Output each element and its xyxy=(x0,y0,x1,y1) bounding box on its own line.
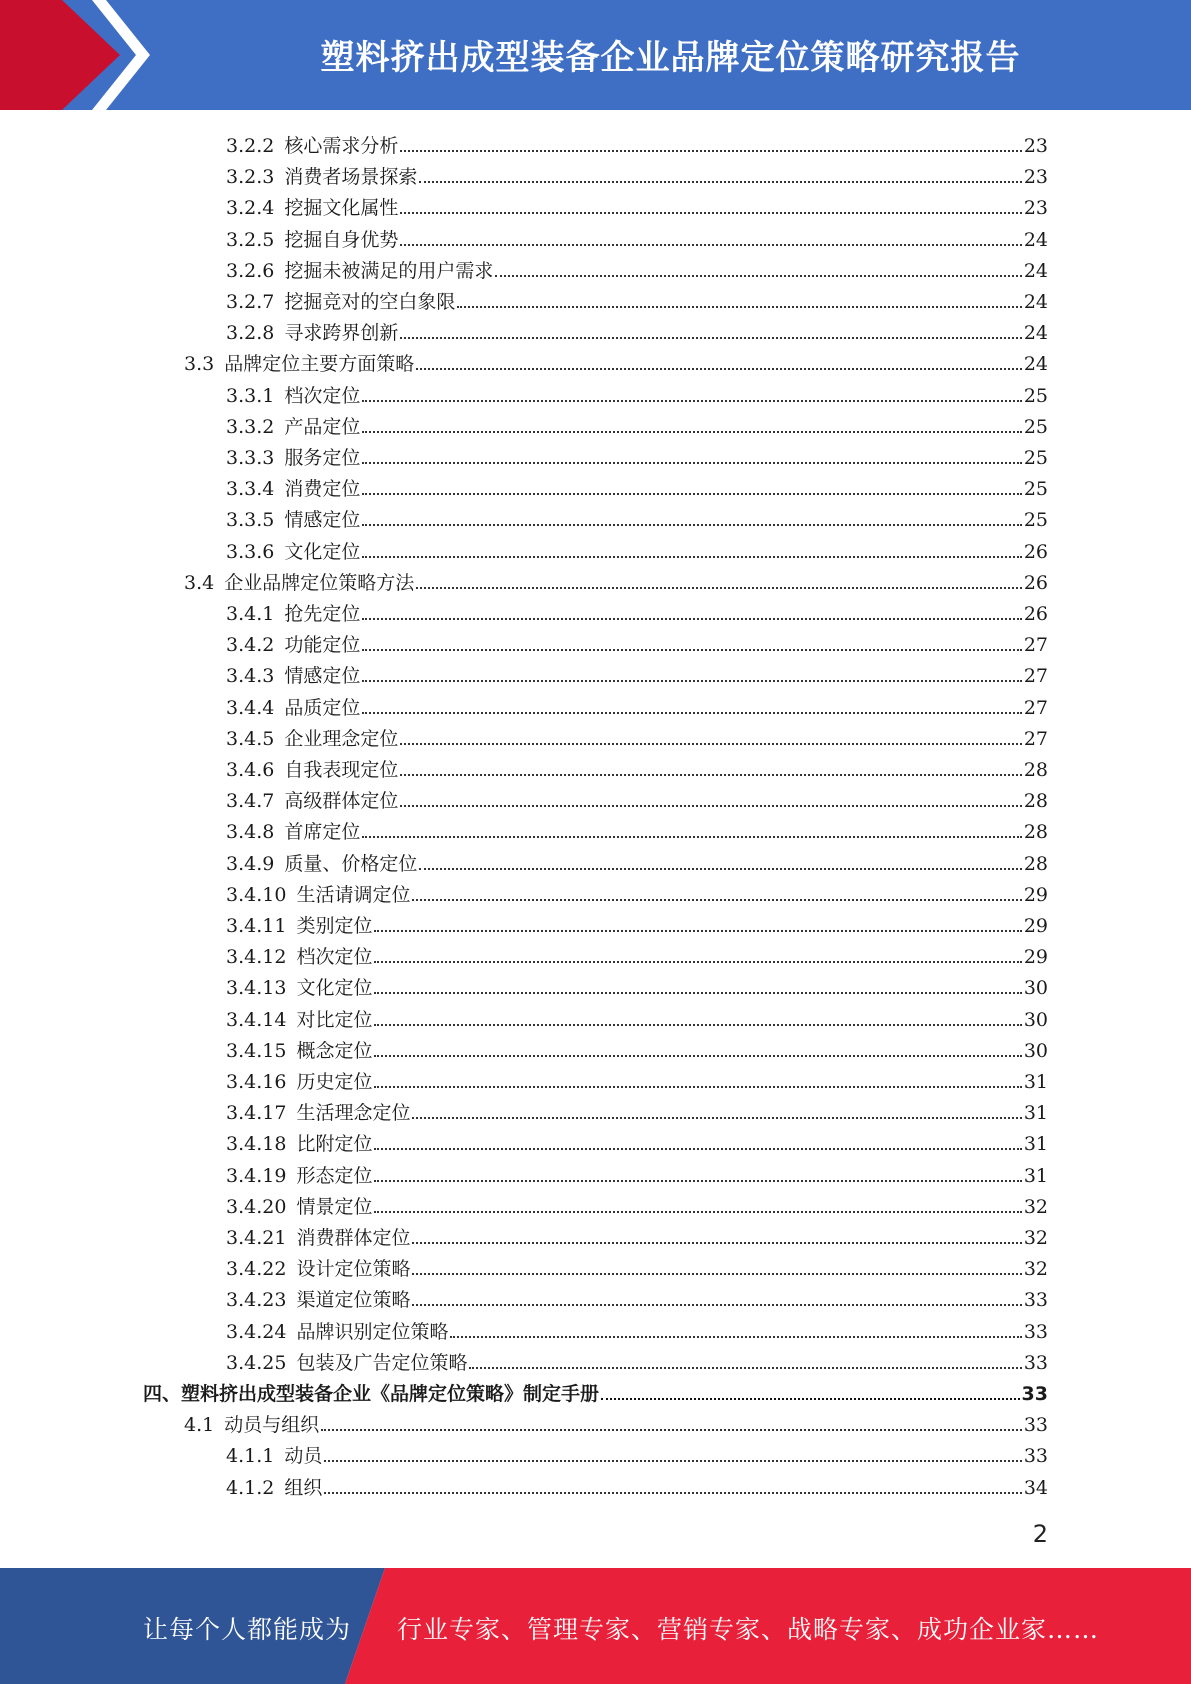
toc-entry-page: 25 xyxy=(1023,385,1048,407)
toc-entry-page: 25 xyxy=(1023,509,1048,531)
toc-entry-number: 4.1 xyxy=(184,1414,215,1436)
toc-entry-page: 27 xyxy=(1023,728,1048,750)
toc-entry-label xyxy=(226,1320,448,1344)
toc-entry-number: 3.4.19 xyxy=(226,1165,287,1187)
header-arrow-decoration xyxy=(0,0,170,110)
toc-entry-title: 文化定位 xyxy=(296,977,373,999)
toc-entry[interactable] xyxy=(226,1313,1048,1344)
toc-dot-leader xyxy=(374,992,1021,994)
toc-dot-leader xyxy=(324,1492,1021,1494)
toc-entry-page: 33 xyxy=(1023,1414,1048,1436)
toc-entry-page: 33 xyxy=(1023,1321,1048,1343)
toc-dot-leader xyxy=(362,712,1021,714)
toc-entry-title: 功能定位 xyxy=(284,634,361,656)
toc-entry[interactable] xyxy=(226,595,1048,626)
toc-entry[interactable] xyxy=(226,720,1048,751)
toc-entry-number: 3.4.14 xyxy=(226,1009,287,1031)
toc-dot-leader xyxy=(400,212,1021,214)
toc-entry-number: 3.4.25 xyxy=(226,1352,287,1374)
document-title: 塑料挤出成型装备企业品牌定位策略研究报告 xyxy=(320,38,1021,78)
toc-entry-number: 3.4.8 xyxy=(226,821,275,843)
toc-entry-title: 情感定位 xyxy=(284,665,361,687)
toc-entry-page: 25 xyxy=(1023,447,1048,469)
toc-entry-number: 3.2.7 xyxy=(226,291,275,313)
toc-entry-number: 3.4.18 xyxy=(226,1133,287,1155)
toc-entry-title: 质量、价格定位 xyxy=(284,853,418,875)
toc-entry-title: 消费定位 xyxy=(284,478,361,500)
toc-dot-leader xyxy=(416,368,1022,370)
toc-entry[interactable] xyxy=(226,845,1048,876)
toc-entry-label xyxy=(226,259,493,283)
toc-entry-label xyxy=(226,1476,322,1500)
toc-entry-label xyxy=(226,852,417,876)
toc-entry-title: 档次定位 xyxy=(296,946,373,968)
toc-entry-number: 3.2.5 xyxy=(226,229,275,251)
toc-dot-leader xyxy=(469,1367,1021,1369)
toc-entry-page: 31 xyxy=(1023,1133,1048,1155)
toc-entry-number: 3.3.2 xyxy=(226,416,275,438)
toc-entry-label xyxy=(143,1382,599,1406)
toc-dot-leader xyxy=(400,774,1021,776)
toc-entry-label xyxy=(226,789,398,813)
toc-entry-page: 32 xyxy=(1023,1196,1048,1218)
toc-entry-label xyxy=(226,1008,372,1032)
toc-entry-label xyxy=(226,196,398,220)
toc-entry-number: 3.3.4 xyxy=(226,478,275,500)
toc-entry[interactable] xyxy=(226,221,1048,252)
toc-entry-title: 抢先定位 xyxy=(284,603,361,625)
toc-dot-leader xyxy=(362,400,1021,402)
toc-entry-label xyxy=(226,321,398,345)
toc-entry-title: 生活理念定位 xyxy=(296,1102,411,1124)
toc-entry-number: 3.2.2 xyxy=(226,135,275,157)
toc-entry-title: 企业品牌定位策略方法 xyxy=(224,572,415,594)
toc-entry-label xyxy=(226,228,398,252)
toc-entry[interactable] xyxy=(226,969,1048,1000)
toc-entry-page: 23 xyxy=(1023,197,1048,219)
toc-entry-title: 消费群体定位 xyxy=(296,1227,411,1249)
toc-entry-label xyxy=(226,1444,322,1468)
page-header xyxy=(0,0,1191,110)
toc-entry-number: 4.1.2 xyxy=(226,1477,275,1499)
toc-entry-title: 品牌定位主要方面策略 xyxy=(224,353,415,375)
toc-entry-title: 四、塑料挤出成型装备企业《品牌定位策略》制定手册 xyxy=(143,1383,600,1405)
toc-dot-leader xyxy=(450,1336,1021,1338)
toc-entry-label xyxy=(226,820,360,844)
toc-dot-leader xyxy=(601,1398,1020,1400)
toc-entry[interactable] xyxy=(226,533,1048,564)
toc-entry-page: 28 xyxy=(1023,790,1048,812)
toc-entry-title: 情感定位 xyxy=(284,509,361,531)
toc-entry[interactable] xyxy=(226,1063,1048,1094)
toc-entry-label xyxy=(226,1101,410,1125)
toc-entry-title: 寻求跨界创新 xyxy=(284,322,399,344)
toc-dot-leader xyxy=(374,1211,1021,1213)
toc-entry-label xyxy=(226,976,372,1000)
page-number: 2 xyxy=(1032,1520,1048,1548)
toc-entry-label xyxy=(226,1195,372,1219)
toc-entry-title: 概念定位 xyxy=(296,1040,373,1062)
toc-entry-page: 28 xyxy=(1023,853,1048,875)
toc-entry[interactable] xyxy=(226,1219,1048,1250)
page-footer xyxy=(0,1568,1191,1684)
toc-dot-leader xyxy=(400,743,1021,745)
toc-entry-page: 30 xyxy=(1023,977,1048,999)
toc-entry-label xyxy=(226,477,360,501)
toc-entry-page: 27 xyxy=(1023,697,1048,719)
toc-entry-number: 3.3.6 xyxy=(226,541,275,563)
toc-entry-label xyxy=(226,384,360,408)
toc-entry-title: 核心需求分析 xyxy=(284,135,399,157)
toc-entry[interactable] xyxy=(226,876,1048,907)
toc-entry-title: 产品定位 xyxy=(284,416,361,438)
toc-entry-label xyxy=(226,540,360,564)
toc-dot-leader xyxy=(416,587,1022,589)
toc-entry[interactable] xyxy=(226,439,1048,470)
toc-dot-leader xyxy=(374,1024,1021,1026)
toc-entry-label xyxy=(226,1351,467,1375)
toc-entry-label xyxy=(226,508,360,532)
toc-dot-leader xyxy=(374,961,1021,963)
toc-entry-title: 对比定位 xyxy=(296,1009,373,1031)
toc-dot-leader xyxy=(457,306,1021,308)
toc-entry[interactable] xyxy=(226,1001,1048,1032)
toc-entry-page: 29 xyxy=(1023,915,1048,937)
toc-entry[interactable] xyxy=(143,1375,1048,1406)
toc-entry[interactable] xyxy=(226,470,1048,501)
toc-entry-label xyxy=(226,1039,372,1063)
toc-entry-page: 33 xyxy=(1023,1352,1048,1374)
toc-entry-page: 30 xyxy=(1023,1040,1048,1062)
toc-entry-number: 3.4.5 xyxy=(226,728,275,750)
toc-entry-number: 3.4.23 xyxy=(226,1289,287,1311)
toc-entry-title: 文化定位 xyxy=(284,541,361,563)
toc-entry-label xyxy=(184,571,414,595)
toc-entry-page: 31 xyxy=(1023,1165,1048,1187)
toc-entry-page: 24 xyxy=(1023,229,1048,251)
toc-entry-page: 32 xyxy=(1023,1258,1048,1280)
toc-entry-page: 30 xyxy=(1023,1009,1048,1031)
toc-entry[interactable] xyxy=(184,564,1048,595)
toc-entry-number: 3.4.24 xyxy=(226,1321,287,1343)
toc-entry-page: 28 xyxy=(1023,821,1048,843)
toc-entry-number: 3.4.3 xyxy=(226,665,275,687)
toc-entry-label xyxy=(226,758,398,782)
toc-entry-label xyxy=(226,696,360,720)
toc-entry-label xyxy=(226,1070,372,1094)
toc-entry-label xyxy=(226,1257,410,1281)
toc-entry[interactable] xyxy=(226,283,1048,314)
toc-entry-page: 25 xyxy=(1023,478,1048,500)
toc-dot-leader xyxy=(400,805,1021,807)
footer-slogan-left: 让每个人都能成为 xyxy=(143,1615,352,1644)
toc-entry-number: 3.4.7 xyxy=(226,790,275,812)
toc-entry-title: 企业理念定位 xyxy=(284,728,399,750)
toc-entry-title: 动员与组织 xyxy=(224,1414,320,1436)
toc-entry[interactable] xyxy=(226,1188,1048,1219)
toc-entry-page: 23 xyxy=(1023,135,1048,157)
toc-dot-leader xyxy=(374,1086,1021,1088)
toc-entry[interactable] xyxy=(226,158,1048,189)
toc-dot-leader xyxy=(374,1148,1021,1150)
toc-entry-label xyxy=(226,633,360,657)
toc-dot-leader xyxy=(324,1460,1021,1462)
toc-entry-number: 3.4 xyxy=(184,572,215,594)
toc-entry-page: 34 xyxy=(1023,1477,1048,1499)
toc-entry-title: 历史定位 xyxy=(296,1071,373,1093)
toc-entry-number: 3.3.1 xyxy=(226,385,275,407)
toc-entry[interactable] xyxy=(226,252,1048,283)
toc-entry-page: 24 xyxy=(1023,322,1048,344)
toc-entry-page: 29 xyxy=(1023,884,1048,906)
toc-entry[interactable] xyxy=(226,907,1048,938)
toc-entry[interactable] xyxy=(226,751,1048,782)
toc-entry-page: 31 xyxy=(1023,1071,1048,1093)
toc-entry-number: 3.4.11 xyxy=(226,915,287,937)
toc-entry-number: 3.3 xyxy=(184,353,215,375)
toc-entry[interactable] xyxy=(226,1281,1048,1312)
toc-dot-leader xyxy=(362,836,1021,838)
toc-entry-page: 24 xyxy=(1023,353,1048,375)
toc-entry[interactable] xyxy=(226,782,1048,813)
toc-entry-number: 3.4.2 xyxy=(226,634,275,656)
toc-entry-number: 3.4.12 xyxy=(226,946,287,968)
toc-entry[interactable] xyxy=(226,408,1048,439)
toc-dot-leader xyxy=(400,244,1021,246)
toc-entry-title: 挖掘自身优势 xyxy=(284,229,399,251)
toc-entry[interactable] xyxy=(226,813,1048,844)
toc-entry-title: 包装及广告定位策略 xyxy=(296,1352,468,1374)
toc-entry[interactable] xyxy=(226,1344,1048,1375)
toc-entry-page: 28 xyxy=(1023,759,1048,781)
toc-entry-label xyxy=(226,727,398,751)
toc-dot-leader xyxy=(374,1180,1021,1182)
toc-entry-number: 3.4.17 xyxy=(226,1102,287,1124)
toc-entry-page: 24 xyxy=(1023,291,1048,313)
toc-entry-number: 3.2.3 xyxy=(226,166,275,188)
toc-entry[interactable] xyxy=(226,657,1048,688)
toc-entry[interactable] xyxy=(226,1032,1048,1063)
toc-entry-page: 33 xyxy=(1021,1383,1048,1405)
toc-entry-label xyxy=(226,1164,372,1188)
toc-entry-title: 首席定位 xyxy=(284,821,361,843)
footer-slogan-right: 行业专家、管理专家、营销专家、战略专家、成功企业家…… xyxy=(397,1615,1100,1644)
toc-entry-label xyxy=(226,446,360,470)
toc-entry-page: 33 xyxy=(1023,1445,1048,1467)
toc-dot-leader xyxy=(412,1273,1021,1275)
toc-entry-page: 26 xyxy=(1023,541,1048,563)
toc-dot-leader xyxy=(374,1055,1021,1057)
toc-dot-leader xyxy=(362,680,1021,682)
toc-entry-title: 生活请调定位 xyxy=(296,884,411,906)
toc-entry-number: 3.4.20 xyxy=(226,1196,287,1218)
toc-entry-page: 27 xyxy=(1023,634,1048,656)
toc-entry-number: 3.2.8 xyxy=(226,322,275,344)
toc-dot-leader xyxy=(321,1429,1022,1431)
toc-entry[interactable] xyxy=(226,938,1048,969)
toc-entry[interactable] xyxy=(226,314,1048,345)
toc-entry-label xyxy=(226,165,417,189)
toc-dot-leader xyxy=(412,1242,1021,1244)
toc-entry-title: 自我表现定位 xyxy=(284,759,399,781)
toc-entry-number: 3.4.10 xyxy=(226,884,287,906)
toc-dot-leader xyxy=(400,150,1021,152)
toc-entry-title: 渠道定位策略 xyxy=(296,1289,411,1311)
toc-dot-leader xyxy=(400,337,1021,339)
toc-dot-leader xyxy=(419,868,1021,870)
toc-entry-label xyxy=(226,945,372,969)
toc-entry[interactable] xyxy=(184,1406,1048,1437)
toc-entry-title: 类别定位 xyxy=(296,915,373,937)
toc-entry-label xyxy=(226,134,398,158)
toc-entry-label xyxy=(184,1413,319,1437)
toc-entry-label xyxy=(226,415,360,439)
toc-entry-page: 27 xyxy=(1023,665,1048,687)
toc-entry-label xyxy=(226,1226,410,1250)
toc-entry-number: 3.4.22 xyxy=(226,1258,287,1280)
toc-entry-page: 31 xyxy=(1023,1102,1048,1124)
toc-entry-title: 消费者场景探索 xyxy=(284,166,418,188)
toc-entry-label xyxy=(226,664,360,688)
toc-entry-title: 档次定位 xyxy=(284,385,361,407)
toc-dot-leader xyxy=(419,181,1021,183)
toc-entry-title: 服务定位 xyxy=(284,447,361,469)
toc-entry[interactable] xyxy=(226,1469,1048,1500)
toc-entry-label xyxy=(226,602,360,626)
toc-entry-label xyxy=(226,914,372,938)
toc-entry-label xyxy=(226,1132,372,1156)
toc-dot-leader xyxy=(412,1304,1021,1306)
toc-entry-number: 3.3.3 xyxy=(226,447,275,469)
toc-entry-title: 组织 xyxy=(284,1477,323,1499)
toc-entry-number: 3.4.15 xyxy=(226,1040,287,1062)
toc-entry[interactable] xyxy=(226,189,1048,220)
toc-entry-page: 25 xyxy=(1023,416,1048,438)
toc-entry[interactable] xyxy=(226,377,1048,408)
toc-entry-page: 26 xyxy=(1023,603,1048,625)
toc-entry-label xyxy=(226,290,455,314)
toc-entry[interactable] xyxy=(226,1250,1048,1281)
toc-entry-number: 3.4.13 xyxy=(226,977,287,999)
toc-entry[interactable] xyxy=(226,501,1048,532)
toc-dot-leader xyxy=(362,462,1021,464)
toc-dot-leader xyxy=(362,618,1021,620)
toc-entry-title: 情景定位 xyxy=(296,1196,373,1218)
toc-entry-title: 高级群体定位 xyxy=(284,790,399,812)
toc-entry-page: 24 xyxy=(1023,260,1048,282)
toc-entry[interactable] xyxy=(184,345,1048,376)
toc-entry-page: 33 xyxy=(1023,1289,1048,1311)
toc-dot-leader xyxy=(412,1117,1021,1119)
toc-entry-title: 形态定位 xyxy=(296,1165,373,1187)
toc-entry-label xyxy=(226,1288,410,1312)
toc-dot-leader xyxy=(362,431,1021,433)
toc-entry-number: 3.4.1 xyxy=(226,603,275,625)
toc-dot-leader xyxy=(362,649,1021,651)
toc-entry[interactable] xyxy=(226,1125,1048,1156)
toc-entry[interactable] xyxy=(226,689,1048,720)
toc-entry-page: 23 xyxy=(1023,166,1048,188)
toc-entry-number: 3.4.6 xyxy=(226,759,275,781)
toc-entry-title: 动员 xyxy=(284,1445,323,1467)
toc-entry[interactable] xyxy=(226,1094,1048,1125)
toc-entry-page: 29 xyxy=(1023,946,1048,968)
toc-dot-leader xyxy=(362,493,1021,495)
toc-entry-page: 32 xyxy=(1023,1227,1048,1249)
toc-entry-number: 3.4.21 xyxy=(226,1227,287,1249)
toc-entry-title: 品质定位 xyxy=(284,697,361,719)
toc-entry-title: 品牌识别定位策略 xyxy=(296,1321,449,1343)
toc-entry[interactable] xyxy=(226,127,1048,158)
toc-entry-number: 3.2.6 xyxy=(226,260,275,282)
toc-entry[interactable] xyxy=(226,1157,1048,1188)
toc-entry-title: 挖掘竞对的空白象限 xyxy=(284,291,456,313)
toc-dot-leader xyxy=(412,899,1021,901)
toc-entry-title: 挖掘文化属性 xyxy=(284,197,399,219)
toc-dot-leader xyxy=(362,524,1021,526)
toc-entry-label xyxy=(226,883,410,907)
toc-dot-leader xyxy=(374,930,1021,932)
toc-entry-number: 3.3.5 xyxy=(226,509,275,531)
toc-entry-number: 3.4.4 xyxy=(226,697,275,719)
toc-entry[interactable] xyxy=(226,1437,1048,1468)
toc-dot-leader xyxy=(495,275,1021,277)
toc-entry-page: 26 xyxy=(1023,572,1048,594)
toc-entry-number: 4.1.1 xyxy=(226,1445,275,1467)
toc-entry-title: 挖掘未被满足的用户需求 xyxy=(284,260,494,282)
toc-entry-number: 3.2.4 xyxy=(226,197,275,219)
toc-entry-number: 3.4.16 xyxy=(226,1071,287,1093)
toc-entry-title: 设计定位策略 xyxy=(296,1258,411,1280)
toc-entry-title: 比附定位 xyxy=(296,1133,373,1155)
toc-entry[interactable] xyxy=(226,626,1048,657)
toc-dot-leader xyxy=(362,556,1021,558)
toc-entry-number: 3.4.9 xyxy=(226,853,275,875)
toc-entry-label xyxy=(184,352,414,376)
